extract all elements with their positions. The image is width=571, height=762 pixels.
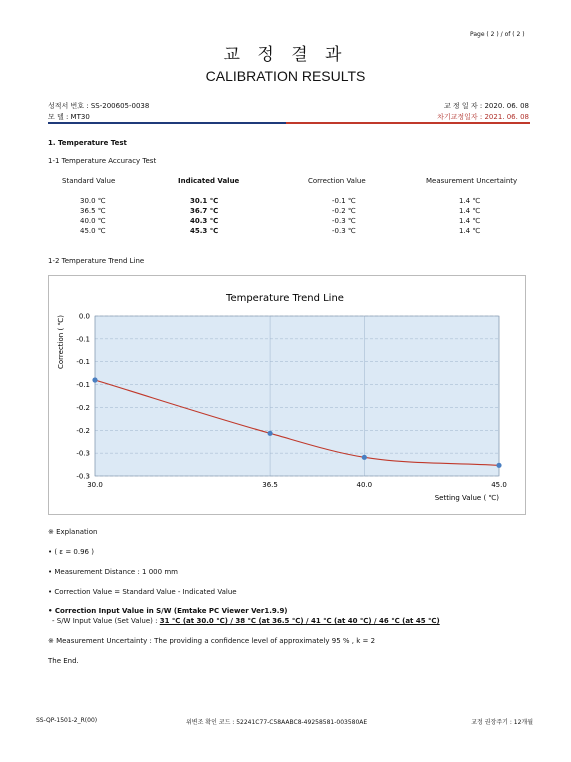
- plot-area: [95, 316, 499, 476]
- subsection-heading: 1-1 Temperature Accuracy Test: [48, 157, 157, 165]
- y-tick-label: -0.3: [76, 449, 90, 458]
- chart-title: Temperature Trend Line: [226, 293, 344, 304]
- table-cell: -0.3 ℃: [332, 217, 356, 225]
- y-tick-label: -0.2: [76, 403, 90, 412]
- y-tick-label: 0.0: [78, 312, 90, 321]
- section-heading: 1. Temperature Test: [48, 139, 127, 147]
- table-cell: 36.7 ℃: [190, 207, 219, 215]
- table-header: Standard Value: [62, 177, 116, 185]
- title-english: CALIBRATION RESULTS: [205, 68, 366, 84]
- chart-svg: [49, 276, 525, 514]
- table-cell: 30.0 ℃: [80, 197, 106, 205]
- data-point: [267, 431, 272, 436]
- header-rule-red: [286, 122, 530, 124]
- y-tick-label: -0.2: [76, 426, 90, 435]
- table-cell: 40.3 ℃: [190, 217, 219, 225]
- table-cell: 1.4 ℃: [459, 207, 481, 215]
- table-cell: 45.3 ℃: [190, 227, 219, 235]
- table-cell: 1.4 ℃: [459, 217, 481, 225]
- x-tick-label: 40.0: [356, 481, 373, 489]
- table-header: Indicated Value: [178, 177, 240, 185]
- x-tick-label: 45.0: [491, 481, 507, 489]
- sw-input-label: - S/W Input Value (Set Value) :: [52, 617, 158, 625]
- emissivity-note: • ( ε = 0.96 ): [48, 548, 94, 556]
- distance-note: • Measurement Distance : 1 000 mm: [48, 568, 178, 576]
- uncertainty-note: ※ Measurement Uncertainty : The providing a confidence level of approximately 95 % , k = 2: [48, 637, 376, 645]
- data-point: [92, 377, 97, 382]
- y-tick-label: -0.1: [76, 335, 90, 344]
- table-header: Correction Value: [308, 177, 366, 185]
- data-point: [496, 463, 501, 468]
- table-cell: -0.3 ℃: [332, 227, 356, 235]
- table-header: Measurement Uncertainty: [426, 177, 518, 185]
- table-cell: 40.0 ℃: [80, 217, 106, 225]
- explanation-heading: ※ Explanation: [48, 528, 98, 536]
- page-number: Page ( 2 ) / of ( 2 ): [470, 31, 525, 38]
- trend-chart: [48, 275, 526, 515]
- verification-code: 위변조 확인 코드 : 52241C77-C58AABC8-49258581-003580AE: [186, 719, 368, 726]
- table-cell: 1.4 ℃: [459, 197, 481, 205]
- calibration-cycle: 교정 권장주기 : 12개월: [471, 719, 533, 726]
- y-tick-label: -0.1: [76, 358, 90, 367]
- table-cell: -0.2 ℃: [332, 207, 356, 215]
- certificate-number: 성적서 번호 : SS-200605-0038: [48, 102, 150, 110]
- sw-input-values: 31 ℃ (at 30.0 ℃) / 38 ℃ (at 36.5 ℃) / 41 ℃ (at 40 ℃) / 46 ℃ (at 45 ℃): [159, 617, 440, 625]
- y-tick-label: -0.1: [76, 381, 90, 390]
- model: 모 델 : MT30: [48, 113, 90, 121]
- end-marker: The End.: [48, 657, 79, 665]
- table-cell: -0.1 ℃: [332, 197, 356, 205]
- calibration-date: 교 정 일 자 : 2020. 06. 08: [443, 102, 529, 110]
- table-cell: 45.0 ℃: [80, 227, 106, 235]
- title-korean: 교 정 결 과: [223, 45, 348, 65]
- form-number: SS-QP-1501-2_R(00): [36, 717, 98, 724]
- table-cell: 36.5 ℃: [80, 207, 106, 215]
- data-point: [362, 455, 367, 460]
- y-axis-label: Correction ( ℃): [57, 315, 65, 369]
- correction-formula-note: • Correction Value = Standard Value - Indicated Value: [48, 588, 237, 596]
- x-axis-label: Setting Value ( ℃): [434, 494, 499, 502]
- x-tick-label: 30.0: [87, 481, 103, 489]
- header-rule-blue: [48, 122, 286, 124]
- table-cell: 30.1 ℃: [190, 197, 219, 205]
- table-cell: 1.4 ℃: [459, 227, 481, 235]
- sw-correction-heading: • Correction Input Value in S/W (Emtake PC Viewer Ver1.9.9): [48, 607, 288, 615]
- next-calibration-date: 차기교정일자 : 2021. 06. 08: [437, 113, 529, 121]
- subsection-heading: 1-2 Temperature Trend Line: [48, 257, 145, 265]
- y-tick-label: -0.3: [76, 472, 90, 481]
- x-tick-label: 36.5: [262, 481, 278, 489]
- sw-input-value-note: [52, 617, 440, 625]
